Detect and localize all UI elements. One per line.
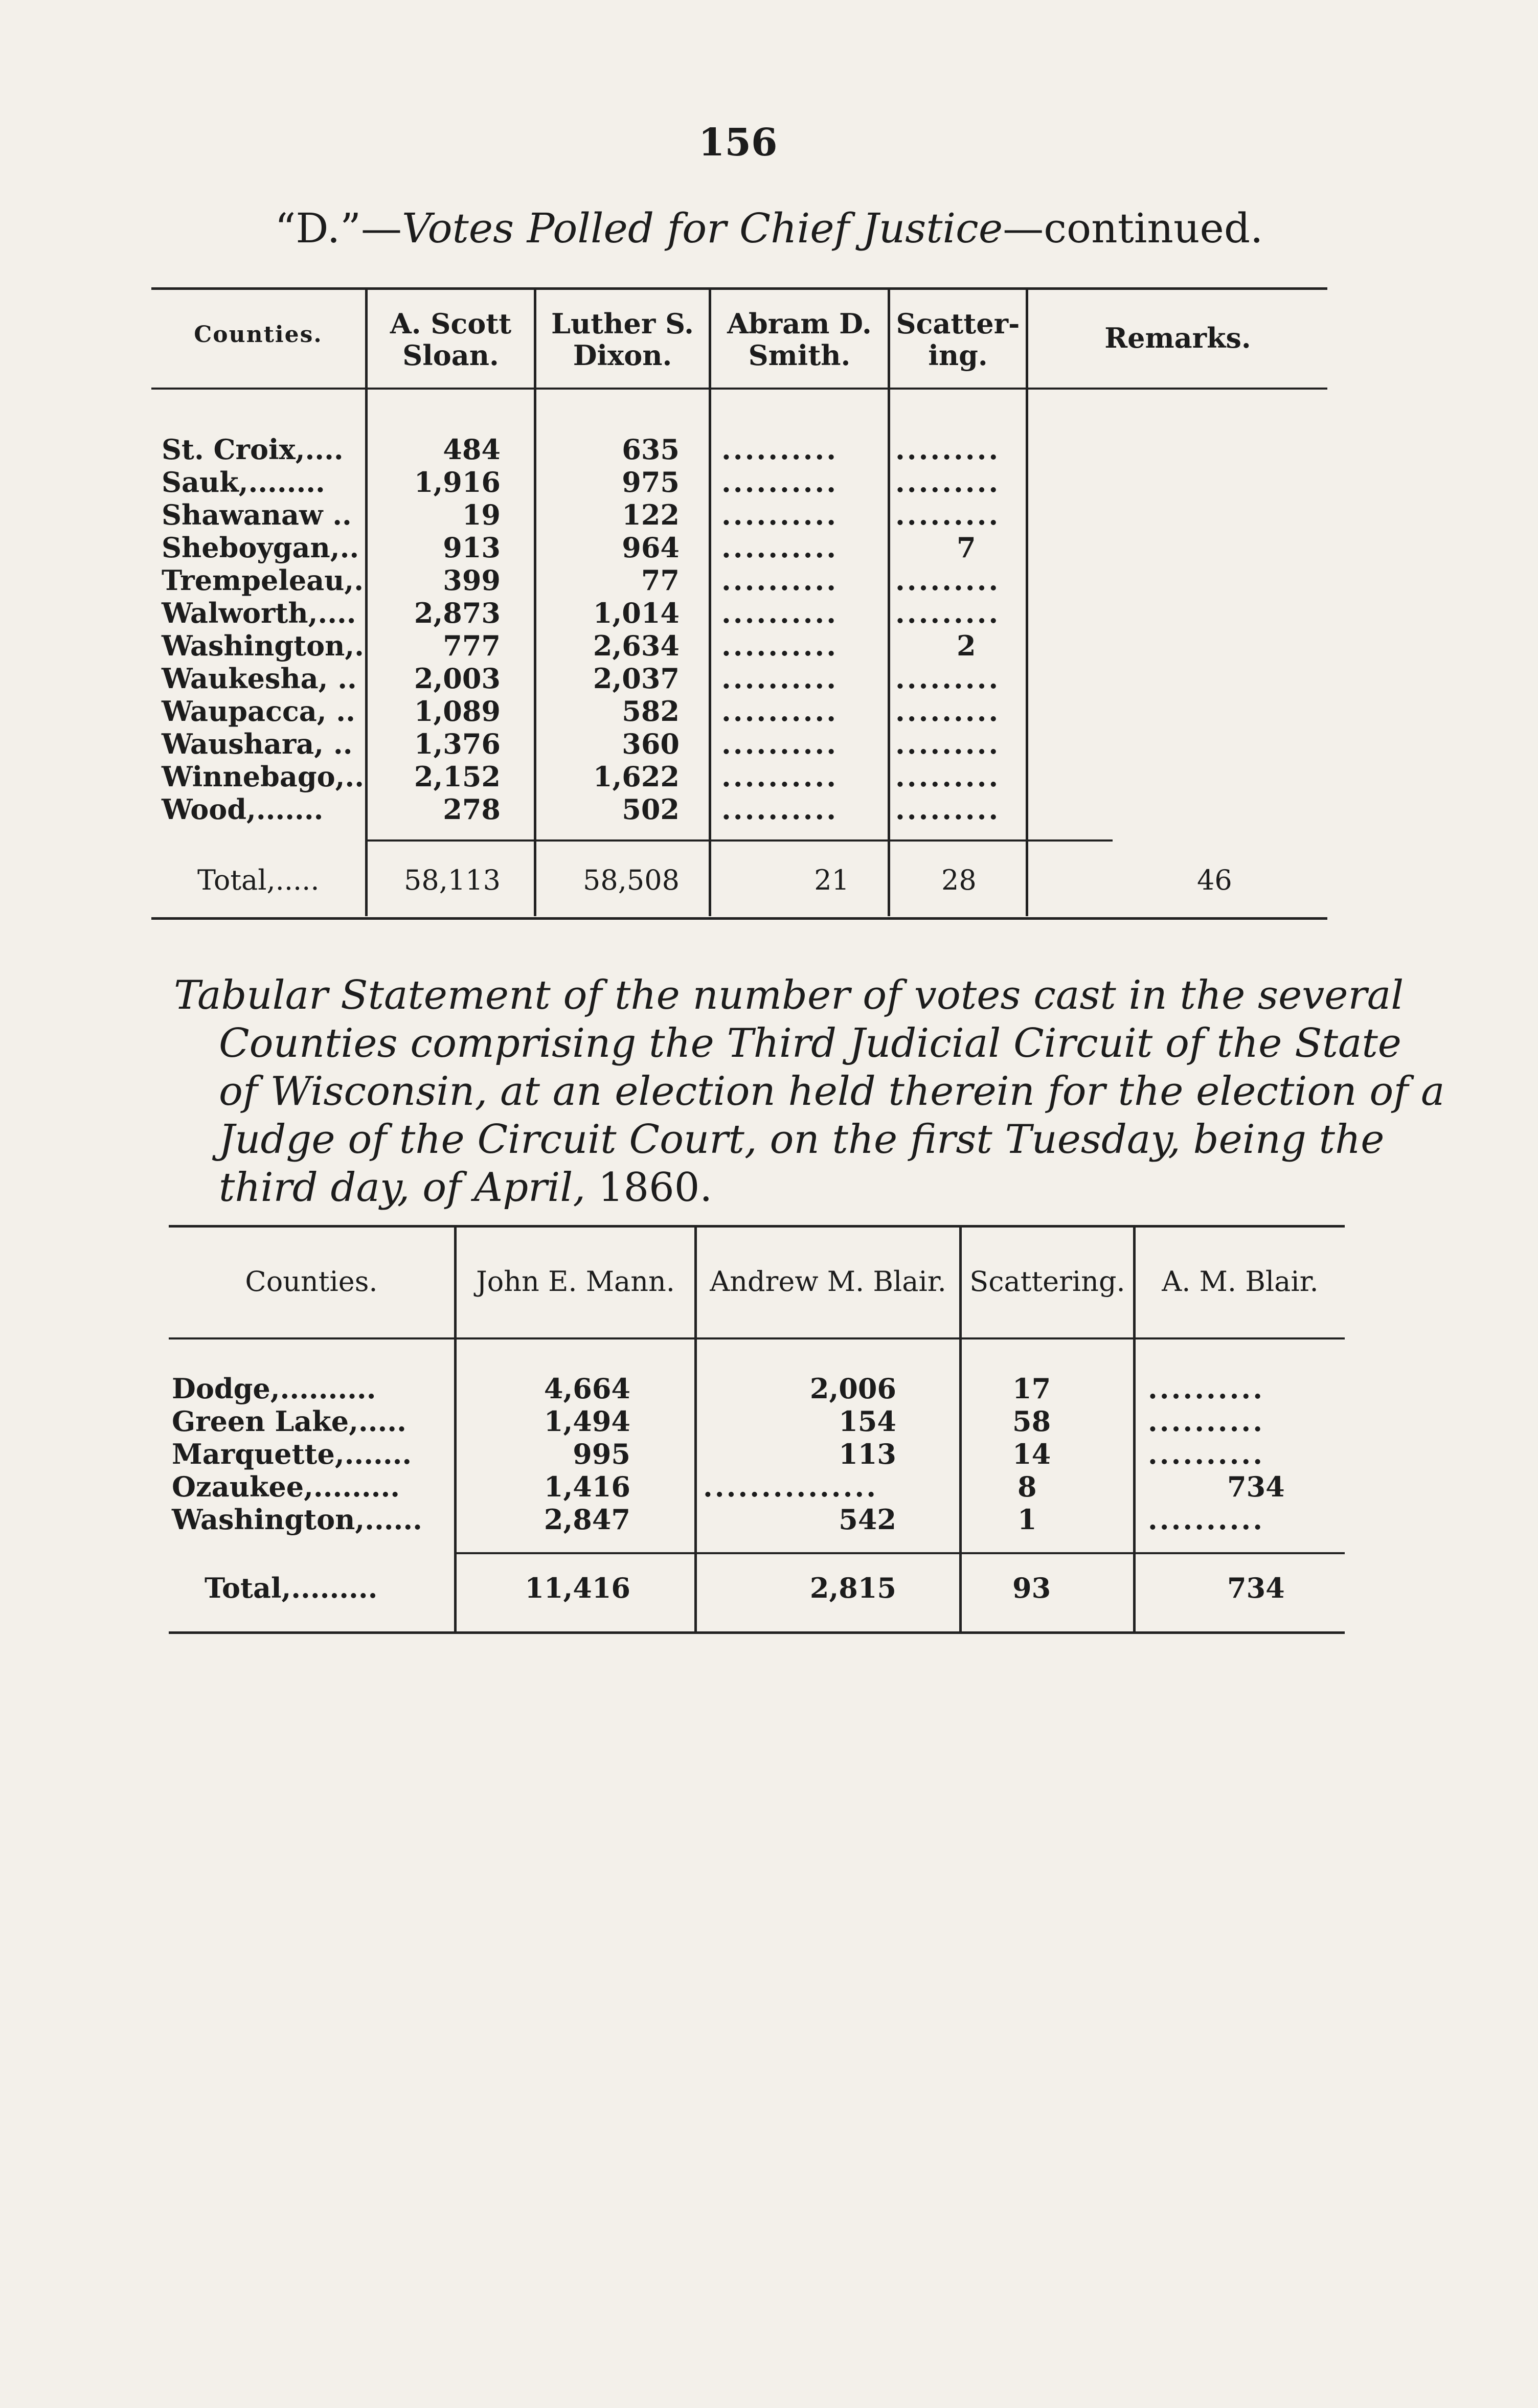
scattering-votes: ......... [895, 433, 1001, 466]
county-name: Washington,. [162, 629, 364, 662]
sloan-votes: 484 [443, 433, 501, 466]
county-name: Winnebago,.. [162, 760, 365, 793]
smith-votes: .......... [721, 597, 838, 629]
statement-line: Counties comprising the Third Judicial Circuit of the State [219, 1020, 1401, 1066]
total-rule [366, 839, 1113, 842]
header-blair: Andrew M. Blair. [710, 1265, 946, 1298]
title-italic: Votes Polled for Chief Justice [402, 205, 1003, 252]
scattering-total: 28 [941, 864, 977, 896]
amblair-votes: 734 [1227, 1470, 1285, 1503]
header-smith: Abram D. Smith. [727, 307, 872, 372]
table-row [169, 1470, 1345, 1503]
scattering-votes: ......... [895, 662, 1001, 695]
blair-votes: 154 [839, 1405, 896, 1438]
table-row [151, 662, 1327, 695]
smith-votes: .......... [721, 728, 838, 760]
sloan-votes: 777 [443, 629, 501, 662]
county-name: Dodge,.......... [172, 1372, 376, 1405]
scattering-votes: 14 [1012, 1438, 1051, 1470]
county-name: Ozaukee,......... [172, 1470, 400, 1503]
header-sloan: A. Scott Sloan. [390, 307, 512, 372]
scattering-votes: ......... [895, 793, 1001, 826]
smith-votes: .......... [721, 662, 838, 695]
table-row [169, 1405, 1345, 1438]
sloan-votes: 2,152 [414, 760, 501, 793]
table-row [151, 695, 1327, 728]
smith-votes: .......... [721, 760, 838, 793]
smith-votes: .......... [721, 793, 838, 826]
header-counties: Counties. [194, 322, 323, 348]
county-name: Walworth,.... [162, 597, 356, 629]
table-row [169, 1503, 1345, 1536]
amblair-votes: .......... [1148, 1438, 1264, 1470]
scattering-votes: ......... [895, 597, 1001, 629]
table-bottom-rule [151, 917, 1327, 920]
table-row [169, 1438, 1345, 1470]
dixon-votes: 2,634 [593, 629, 680, 662]
county-name: Washington,...... [172, 1503, 422, 1536]
statement-last-line: third day, of April, [219, 1165, 586, 1211]
sloan-votes: 1,916 [414, 466, 501, 498]
scattering-votes: 7 [957, 531, 976, 564]
smith-votes: .......... [721, 695, 838, 728]
county-name: Marquette,....... [172, 1438, 412, 1470]
remarks-total: 46 [1197, 864, 1232, 896]
county-name: Green Lake,..... [172, 1405, 406, 1438]
header-remarks: Remarks. [1104, 322, 1251, 354]
scattering-votes: ......... [895, 760, 1001, 793]
scattering-votes: ......... [895, 498, 1001, 531]
dixon-votes: 360 [622, 728, 680, 760]
blair-votes: ............... [703, 1470, 878, 1503]
dixon-votes: 582 [622, 695, 680, 728]
total-row [169, 1572, 1345, 1604]
statement-line: Tabular Statement of the number of votes cast in the several [174, 972, 1404, 1018]
blair-total: 2,815 [809, 1572, 896, 1604]
table-row [151, 629, 1327, 662]
county-name: St. Croix,.... [162, 433, 344, 466]
mann-votes: 1,416 [544, 1470, 630, 1503]
sloan-votes: 1,376 [414, 728, 501, 760]
county-name: Waukesha, .. [162, 662, 357, 695]
dixon-total: 58,508 [583, 864, 680, 896]
table-row [151, 433, 1327, 466]
county-name: Waupacca, .. [162, 695, 355, 728]
title-suffix: —continued. [1003, 205, 1263, 252]
county-name: Shawanaw .. [162, 498, 352, 531]
mann-votes: 2,847 [544, 1503, 630, 1536]
dixon-votes: 2,037 [593, 662, 680, 695]
statement-line: of Wisconsin, at an election held therein for the election of a [219, 1069, 1445, 1115]
scattering-total: 93 [1012, 1572, 1051, 1604]
header-rule [151, 388, 1327, 390]
dixon-votes: 975 [622, 466, 680, 498]
amblair-votes: .......... [1148, 1372, 1264, 1405]
sloan-votes: 913 [443, 531, 501, 564]
table-row [151, 597, 1327, 629]
smith-total: 21 [814, 864, 849, 896]
statement-line [174, 1164, 1345, 1212]
table-row [151, 466, 1327, 498]
scattering-votes: 17 [1012, 1372, 1051, 1405]
total-rule [455, 1552, 1345, 1554]
tabular-statement [174, 971, 1445, 1212]
scattering-votes: ......... [895, 564, 1001, 597]
county-name: Wood,....... [162, 793, 324, 826]
amblair-votes: .......... [1148, 1405, 1264, 1438]
table-row [151, 498, 1327, 531]
dixon-votes: 122 [622, 498, 680, 531]
scattering-votes: 2 [957, 629, 976, 662]
sloan-votes: 399 [443, 564, 501, 597]
header-mann: John E. Mann. [476, 1265, 675, 1298]
dixon-votes: 1,014 [593, 597, 680, 629]
table-row [169, 1372, 1345, 1405]
table1-title [0, 205, 1538, 252]
county-name: Sheboygan,.. [162, 531, 359, 564]
smith-votes: .......... [721, 531, 838, 564]
smith-votes: .......... [721, 498, 838, 531]
blair-votes: 2,006 [809, 1372, 896, 1405]
smith-votes: .......... [721, 564, 838, 597]
sloan-total: 58,113 [404, 864, 501, 896]
header-scattering: Scatter- ing. [896, 307, 1020, 372]
amblair-votes: .......... [1148, 1503, 1264, 1536]
scattering-votes: ......... [895, 728, 1001, 760]
mann-votes: 995 [573, 1438, 630, 1470]
dixon-votes: 635 [622, 433, 680, 466]
table-row [151, 760, 1327, 793]
header-dixon: Luther S. Dixon. [551, 307, 694, 372]
header-amblair: A. M. Blair. [1162, 1265, 1319, 1298]
header-scattering: Scattering. [969, 1265, 1125, 1298]
table-top-rule [151, 287, 1327, 290]
dixon-votes: 502 [622, 793, 680, 826]
dixon-votes: 964 [622, 531, 680, 564]
mann-votes: 4,664 [544, 1372, 630, 1405]
total-label: Total,......... [205, 1572, 378, 1604]
table-top-rule [169, 1225, 1345, 1228]
scattering-votes: 8 [1017, 1470, 1037, 1503]
sloan-votes: 278 [443, 793, 501, 826]
county-name: Trempeleau,. [162, 564, 364, 597]
header-counties: Counties. [245, 1265, 378, 1298]
mann-total: 11,416 [525, 1572, 630, 1604]
scattering-votes: ......... [895, 466, 1001, 498]
sloan-votes: 2,003 [414, 662, 501, 695]
smith-votes: .......... [721, 433, 838, 466]
dixon-votes: 77 [641, 564, 680, 597]
page-number: 156 [698, 121, 778, 165]
dixon-votes: 1,622 [593, 760, 680, 793]
blair-votes: 542 [839, 1503, 896, 1536]
scattering-votes: ......... [895, 695, 1001, 728]
table-row [151, 793, 1327, 826]
sloan-votes: 1,089 [414, 695, 501, 728]
circuit-judge-table [169, 1225, 1345, 1634]
smith-votes: .......... [721, 466, 838, 498]
total-row [151, 864, 1327, 897]
county-name: Sauk,........ [162, 466, 325, 498]
blair-votes: 113 [839, 1438, 896, 1470]
scattering-votes: 1 [1017, 1503, 1037, 1536]
table-bottom-rule [169, 1631, 1345, 1634]
statement-year: 1860. [585, 1165, 713, 1211]
header-rule [169, 1337, 1345, 1339]
smith-votes: .......... [721, 629, 838, 662]
table-row [151, 728, 1327, 760]
chief-justice-table [151, 287, 1327, 917]
sloan-votes: 2,873 [414, 597, 501, 629]
mann-votes: 1,494 [544, 1405, 630, 1438]
table-row [151, 531, 1327, 564]
sloan-votes: 19 [462, 498, 501, 531]
title-prefix: “D.”— [275, 205, 402, 252]
county-name: Waushara, .. [162, 728, 353, 760]
statement-line: Judge of the Circuit Court, on the first Tuesday, being the [219, 1117, 1385, 1163]
table-row [151, 564, 1327, 597]
scattering-votes: 58 [1012, 1405, 1051, 1438]
total-label: Total,..... [197, 864, 320, 896]
amblair-total: 734 [1227, 1572, 1285, 1604]
